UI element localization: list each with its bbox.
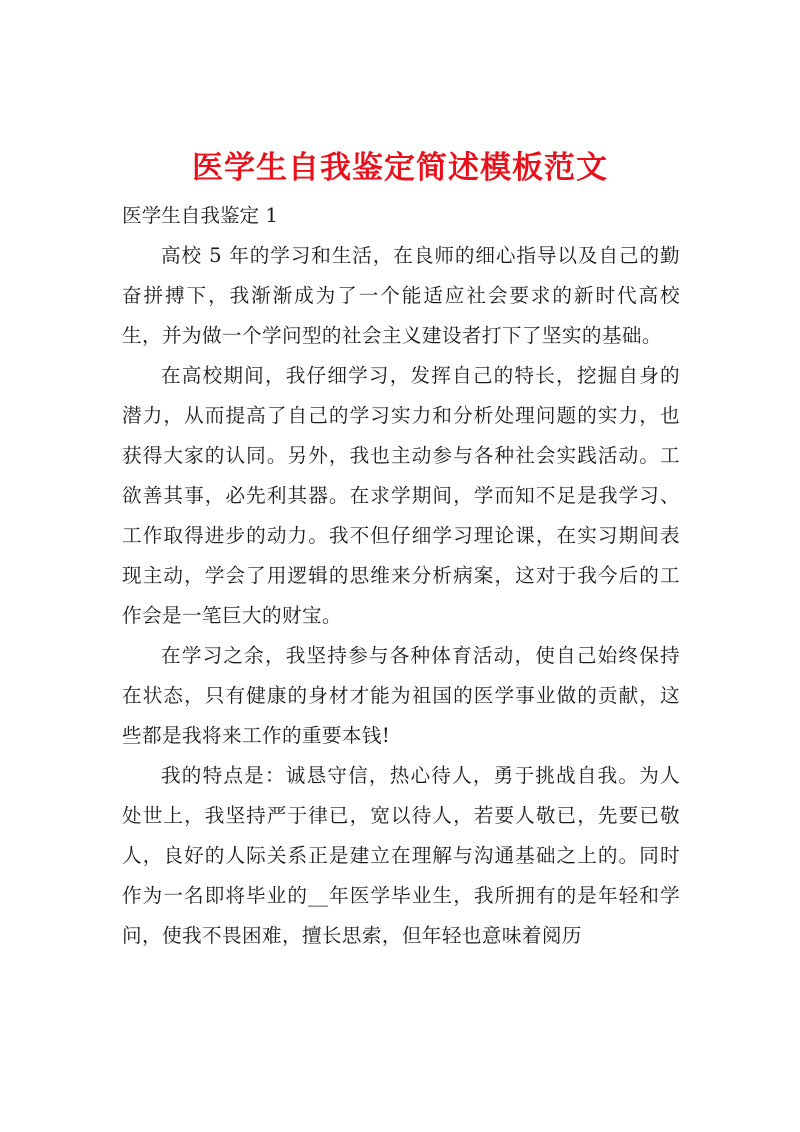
section-heading: 医学生自我鉴定 1: [122, 204, 278, 227]
paragraph-4: 我的特点是：诚恳守信，热心待人，勇于挑战自我。为人处世上，我坚持严于律已，宽以待人，若要人敬已，先要已敬人，良好的人际关系正是建立在理解与沟通基础之上的。同时作为一名即将毕业的__年医学毕业生，我所拥有的是年轻和学问，使我不畏困难，擅长思索，但年轻也意味着阅历: [122, 764, 680, 947]
document-body: [122, 196, 680, 956]
paragraph-3: 在学习之余，我坚持参与各种体育活动，使自己始终保持在状态，只有健康的身材才能为祖国的医学事业做的贡献，这些都是我将来工作的重要本钱!: [122, 644, 680, 747]
paragraph-2: 在高校期间，我仔细学习，发挥自己的特长，挖掘自身的潜力，从而提高了自己的学习实力和分析处理问题的实力，也获得大家的认同。另外，我也主动参与各种社会实践活动。工欲善其事，必先利其器。在求学期间，学而知不足是我学习、工作取得进步的动力。我不但仔细学习理论课，在实习期间表现主动，学会了用逻辑的思维来分析病案，这对于我今后的工作会是一笔巨大的财宝。: [122, 364, 680, 627]
paragraph-1: 高校 5 年的学习和生活，在良师的细心指导以及自己的勤奋拼搏下，我渐渐成为了一个能适应社会要求的新时代高校生，并为做一个学问型的社会主义建设者打下了坚实的基础。: [122, 244, 680, 347]
document-title: 医学生自我鉴定简述模板范文: [192, 149, 608, 186]
